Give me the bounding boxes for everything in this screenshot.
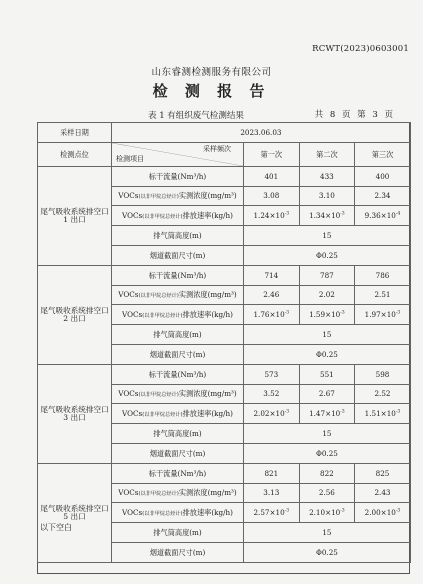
rate-exponent: -3 [340, 508, 345, 514]
rate-value [355, 404, 411, 424]
rate-value [299, 404, 355, 424]
column-header-1: 第一次 [244, 142, 300, 166]
rate-exponent: -3 [395, 508, 401, 514]
rate-suffix: 排放速率(kg/h) [182, 408, 233, 418]
sampling-point: 尾气吸收系统排空口 2 出口 [38, 265, 112, 364]
rate-note: (以非甲烷总烃计) [142, 411, 183, 418]
rate-mantissa: 9.36×10 [364, 211, 396, 221]
conc-label [112, 285, 244, 305]
rate-mantissa: 2.00×10 [364, 508, 396, 518]
conc-suffix: 实测浓度(mg/m³) [178, 190, 237, 200]
table-row [38, 463, 411, 483]
rate-exponent: -3 [340, 409, 345, 415]
diagonal-header-cell [112, 142, 244, 166]
conc-value: 2.46 [244, 285, 300, 305]
conc-value: 3.13 [244, 483, 300, 503]
rate-mantissa: 2.57×10 [253, 508, 285, 518]
rate-mantissa: 1.97×10 [364, 310, 396, 320]
conc-note: (以非甲烷总烃计) [138, 292, 179, 299]
rate-label [112, 404, 244, 424]
rate-label [112, 206, 244, 226]
rate-mantissa: 1.51×10 [364, 409, 396, 419]
company-name: 山东睿测检测服务有限公司 [151, 67, 272, 78]
document-title: 检 测 报 告 [152, 82, 271, 100]
rate-mantissa: 1.76×10 [253, 310, 285, 320]
rate-label [112, 503, 244, 523]
flow-value: 822 [299, 463, 355, 483]
conc-label [112, 483, 244, 503]
item-label: 检测项目 [116, 154, 144, 163]
rate-prefix: VOCs [122, 210, 143, 220]
conc-value: 2.51 [355, 285, 411, 305]
rate-mantissa: 2.10×10 [309, 508, 341, 518]
conc-value: 2.56 [299, 483, 355, 503]
table-row [38, 265, 411, 285]
rate-exponent: -3 [284, 409, 290, 415]
date-value: 2023.06.03 [112, 123, 411, 143]
rate-value [244, 503, 300, 523]
flow-value: 825 [355, 463, 411, 483]
rate-exponent: -3 [284, 508, 290, 514]
rate-exponent: -4 [395, 211, 401, 217]
section-label: 烟道截面尺寸(m) [112, 245, 244, 265]
table-row [38, 166, 411, 186]
sampling-point: 尾气吸收系统排空口 1 出口 [38, 166, 112, 265]
flow-label: 标干流量(Nm³/h) [112, 364, 244, 384]
flow-label: 标干流量(Nm³/h) [112, 166, 244, 186]
date-row [38, 123, 411, 143]
rate-exponent: -3 [395, 409, 401, 415]
flow-value: 821 [244, 463, 300, 483]
height-label: 排气筒高度(m) [112, 325, 244, 345]
results-table [37, 122, 411, 563]
rate-mantissa: 1.34×10 [309, 211, 341, 221]
conc-value: 3.10 [299, 186, 355, 206]
section-value: Φ0.25 [244, 443, 411, 463]
freq-label: 采样频次 [203, 144, 231, 153]
remark-blank-below: 以下空白 [40, 523, 72, 532]
date-label: 采样日期 [38, 123, 112, 143]
rate-suffix: 排放速率(kg/h) [182, 210, 233, 220]
conc-prefix: VOCs [118, 289, 139, 299]
column-header-2: 第二次 [299, 142, 355, 166]
section-label: 烟道截面尺寸(m) [112, 443, 244, 463]
height-label: 排气筒高度(m) [112, 226, 244, 246]
section-value: Φ0.25 [244, 245, 411, 265]
flow-label: 标干流量(Nm³/h) [112, 463, 244, 483]
rate-suffix: 排放速率(kg/h) [182, 309, 233, 319]
conc-value: 2.34 [355, 186, 411, 206]
rate-value [299, 305, 355, 325]
conc-label [112, 186, 244, 206]
rate-mantissa: 1.59×10 [309, 310, 341, 320]
rate-label [112, 305, 244, 325]
rate-exponent: -3 [284, 211, 290, 217]
conc-prefix: VOCs [118, 388, 139, 398]
table-row [38, 364, 411, 384]
conc-label [112, 384, 244, 404]
rate-prefix: VOCs [122, 309, 143, 319]
rate-value [355, 305, 411, 325]
height-value: 15 [244, 325, 411, 345]
rate-note: (以非甲烷总烃计) [142, 213, 183, 220]
rate-value [355, 206, 411, 226]
rate-value [299, 503, 355, 523]
sampling-point: 尾气吸收系统排空口 5 出口 [38, 463, 112, 562]
conc-value: 2.43 [355, 483, 411, 503]
flow-value: 714 [244, 265, 300, 285]
table-caption: 表 1 有组织废气检测结果 [148, 111, 244, 121]
sampling-point: 尾气吸收系统排空口 3 出口 [38, 364, 112, 463]
rate-exponent: -3 [340, 211, 345, 217]
rate-mantissa: 1.47×10 [309, 409, 341, 419]
flow-value: 401 [244, 166, 300, 186]
flow-value: 787 [299, 265, 355, 285]
flow-value: 433 [299, 166, 355, 186]
conc-note: (以非甲烷总烃计) [138, 391, 179, 398]
flow-label: 标干流量(Nm³/h) [112, 265, 244, 285]
column-header-3: 第三次 [355, 142, 411, 166]
height-value: 15 [244, 226, 411, 246]
rate-exponent: -3 [395, 310, 401, 316]
height-label: 排气筒高度(m) [112, 424, 244, 444]
height-value: 15 [244, 424, 411, 444]
rate-value [244, 305, 300, 325]
rate-prefix: VOCs [122, 507, 143, 517]
section-label: 烟道截面尺寸(m) [112, 542, 244, 562]
conc-suffix: 实测浓度(mg/m³) [178, 289, 237, 299]
rate-exponent: -3 [284, 310, 290, 316]
rate-mantissa: 2.02×10 [253, 409, 285, 419]
conc-suffix: 实测浓度(mg/m³) [178, 487, 237, 497]
rate-value [299, 206, 355, 226]
flow-value: 573 [244, 364, 300, 384]
flow-value: 400 [355, 166, 411, 186]
rate-note: (以非甲烷总烃计) [142, 312, 183, 319]
height-value: 15 [244, 523, 411, 543]
rate-mantissa: 1.24×10 [253, 211, 285, 221]
conc-note: (以非甲烷总烃计) [138, 193, 179, 200]
rate-prefix: VOCs [122, 408, 143, 418]
conc-value: 2.52 [355, 384, 411, 404]
flow-value: 551 [299, 364, 355, 384]
conc-prefix: VOCs [118, 190, 139, 200]
rate-value [244, 206, 300, 226]
conc-value: 2.02 [299, 285, 355, 305]
section-value: Φ0.25 [244, 344, 411, 364]
rate-value [355, 503, 411, 523]
report-number: RCWT(2023)0603001 [312, 44, 409, 54]
rate-note: (以非甲烷总烃计) [142, 510, 183, 517]
point-label: 检测点位 [38, 142, 112, 166]
flow-value: 786 [355, 265, 411, 285]
rate-value [244, 404, 300, 424]
conc-value: 3.08 [244, 186, 300, 206]
conc-value: 2.67 [299, 384, 355, 404]
section-value: Φ0.25 [244, 542, 411, 562]
flow-value: 598 [355, 364, 411, 384]
height-label: 排气筒高度(m) [112, 523, 244, 543]
conc-note: (以非甲烷总烃计) [138, 490, 179, 497]
section-label: 烟道截面尺寸(m) [112, 344, 244, 364]
rate-suffix: 排放速率(kg/h) [182, 507, 233, 517]
conc-suffix: 实测浓度(mg/m³) [178, 388, 237, 398]
rate-exponent: -3 [340, 310, 345, 316]
conc-value: 3.52 [244, 384, 300, 404]
header-row [38, 142, 411, 166]
conc-prefix: VOCs [118, 487, 139, 497]
page-info: 共 8 页 第 3 页 [314, 110, 393, 120]
